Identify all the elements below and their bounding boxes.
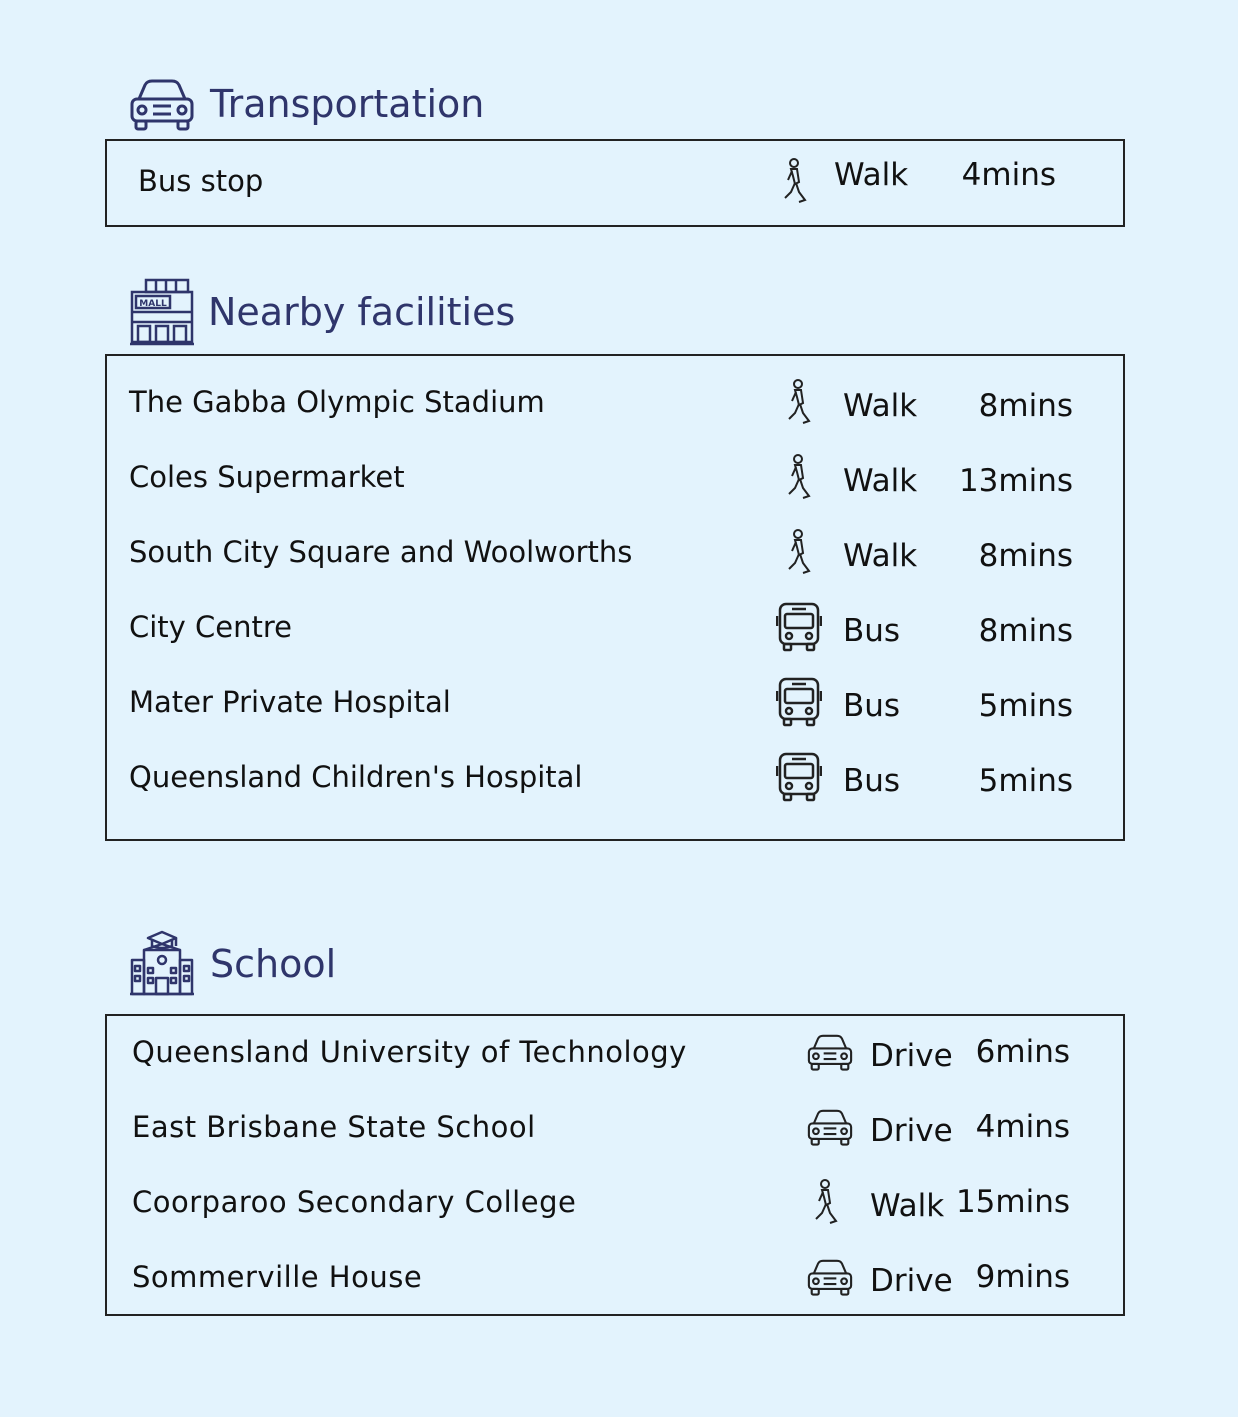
car-icon [804,1026,856,1078]
list-item [107,457,1123,497]
facilities-box [105,354,1125,841]
list-item [107,1107,1123,1147]
list-item [107,757,1123,797]
facilities-header [128,278,515,346]
travel-time: 15mins [955,1184,1070,1220]
travel-time: 4mins [975,1109,1070,1145]
travel-time: 4mins [961,157,1056,193]
car-icon [804,1251,856,1303]
transportation-box [105,139,1125,227]
travel-time: 9mins [975,1259,1070,1295]
list-item [107,1257,1123,1297]
travel-mode: Walk [843,463,918,499]
car-icon [128,70,196,138]
mall-building-icon [128,278,196,346]
list-item [107,1032,1123,1072]
travel-mode: Walk [834,157,909,193]
walking-person-icon [773,451,825,503]
school-box [105,1014,1125,1316]
bus-icon [773,751,825,803]
place-name: City Centre [129,610,293,644]
school-building-icon [128,930,196,998]
travel-mode: Bus [843,763,901,799]
list-item [107,382,1123,422]
walking-person-icon [773,376,825,428]
walking-person-icon [800,1176,852,1228]
list-item [107,682,1123,722]
bus-icon [773,601,825,653]
travel-mode: Drive [870,1113,953,1149]
place-name: East Brisbane State School [132,1110,536,1144]
place-name: Queensland University of Technology [132,1035,687,1069]
walking-person-icon [769,155,821,207]
place-name: Bus stop [138,164,264,198]
travel-time: 8mins [978,388,1073,424]
place-name: Coles Supermarket [129,460,405,494]
list-item [107,607,1123,647]
travel-mode: Walk [870,1188,945,1224]
walking-person-icon [773,526,825,578]
travel-time: 8mins [978,613,1073,649]
car-icon [804,1101,856,1153]
travel-time: 13mins [958,463,1073,499]
travel-mode: Walk [843,388,918,424]
list-item [107,159,1123,199]
travel-mode: Bus [843,688,901,724]
travel-mode: Walk [843,538,918,574]
school-header [128,930,336,998]
section-title: School [210,942,337,986]
place-name: Coorparoo Secondary College [132,1185,577,1219]
section-title: Nearby facilities [208,290,516,334]
travel-mode: Drive [870,1263,953,1299]
svg-text:MALL: MALL [139,299,167,309]
place-name: Sommerville House [132,1260,423,1294]
place-name: Mater Private Hospital [129,685,451,719]
place-name: The Gabba Olympic Stadium [129,385,545,419]
travel-time: 5mins [978,688,1073,724]
bus-icon [773,676,825,728]
place-name: South City Square and Woolworths [129,535,633,569]
transportation-header [128,70,484,138]
section-title: Transportation [210,82,485,126]
travel-mode: Drive [870,1038,953,1074]
travel-time: 8mins [978,538,1073,574]
travel-time: 6mins [975,1034,1070,1070]
travel-mode: Bus [843,613,901,649]
place-name: Queensland Children's Hospital [129,760,583,794]
list-item [107,1182,1123,1222]
travel-time: 5mins [978,763,1073,799]
list-item [107,532,1123,572]
